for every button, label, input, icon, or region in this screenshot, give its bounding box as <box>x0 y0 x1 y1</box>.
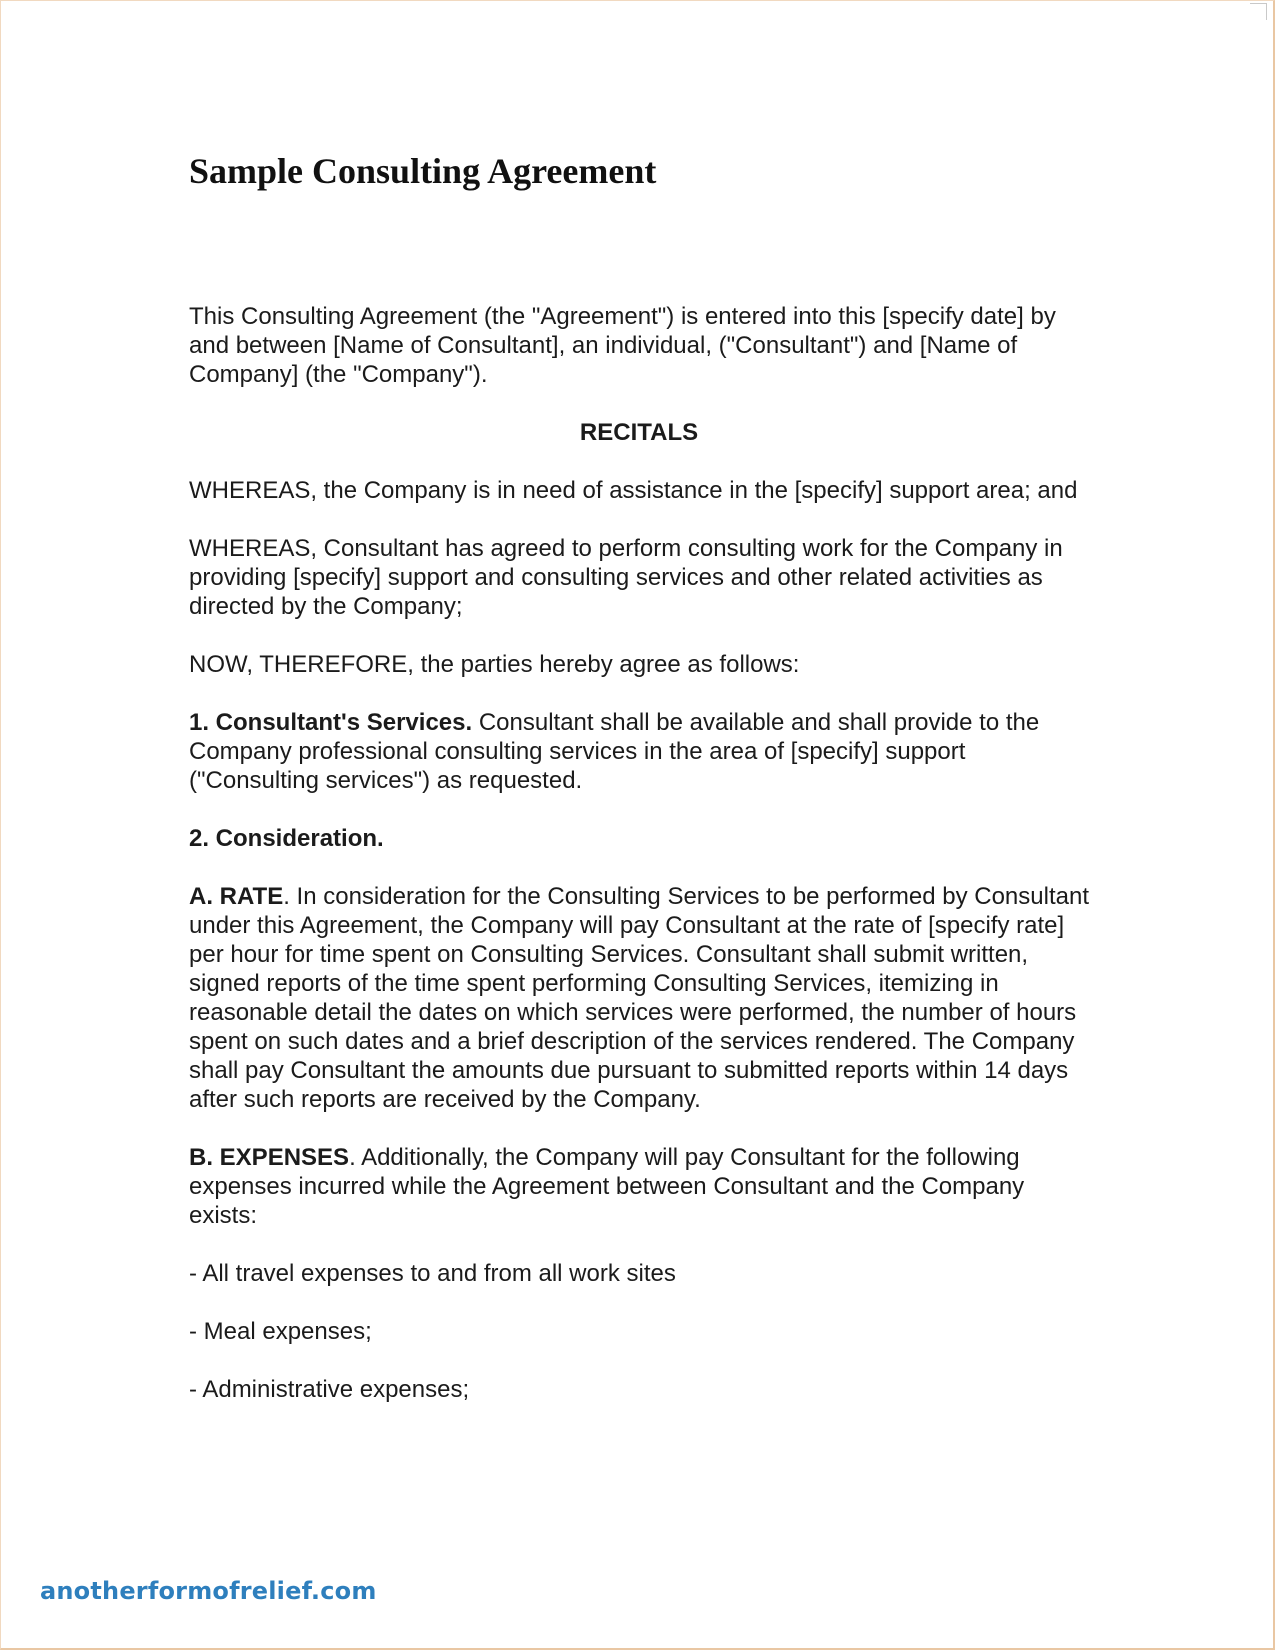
expense-item: - Administrative expenses; <box>189 1376 470 1403</box>
section-1-heading: 1. Consultant's Services. <box>189 709 473 736</box>
document-body <box>189 149 1089 1433</box>
whereas-paragraph-2: WHEREAS, Consultant has agreed to perform consulting work for the Company in providing [specify] support and consulting services and other related activities as directed by the Company; <box>189 535 1063 620</box>
rate-heading: A. RATE <box>189 883 284 910</box>
document-title: Sample Consulting Agreement <box>189 151 657 191</box>
now-therefore-paragraph: NOW, THEREFORE, the parties hereby agree as follows: <box>189 651 800 678</box>
section-2-heading-text: 2. Consideration. <box>189 825 384 852</box>
expense-item: - Meal expenses; <box>189 1318 372 1345</box>
watermark-text: anotherformofrelief.com <box>40 1577 377 1605</box>
section-1-paragraph <box>189 708 1089 795</box>
expenses-heading: B. EXPENSES <box>189 1144 350 1171</box>
whereas-paragraph-1: WHEREAS, the Company is in need of assistance in the [specify] support area; and <box>189 477 1078 504</box>
intro-paragraph: This Consulting Agreement (the "Agreement") is entered into this [specify date] by and between [Name of Consultant], an individual, ("Consultant") and [Name of Company] (the "Company"). <box>189 303 1056 388</box>
rate-text: . In consideration for the Consulting Services to be performed by Consultant under this Agreement, the Company will pay Consultant at the rate of [specify rate] per hour for time spent on Consulting Services. Consultant shall submit written, signed reports of the time spent performing Consulting Services, itemizing in reasonable detail the dates on which services were performed, the number of hours spent on such dates and a brief description of the services rendered. The Company shall pay Consultant the amounts due pursuant to submitted reports within 14 days after such reports are received by the Company. <box>189 883 1089 1113</box>
expenses-text: . Additionally, the Company will pay Consultant for the following expenses incurred while the Agreement between Consultant and the Company exists: <box>189 1144 1025 1229</box>
section-1-text: Consultant shall be available and shall provide to the Company professional consulting services in the area of [specify] support ("Consulting services") as requested. <box>189 709 1040 794</box>
recitals-heading: RECITALS <box>579 419 699 446</box>
page-corner-mark <box>1250 3 1267 20</box>
rate-paragraph <box>189 882 1089 1114</box>
expense-item: - All travel expenses to and from all work sites <box>189 1260 676 1287</box>
expenses-paragraph <box>189 1143 1089 1230</box>
section-2-heading <box>189 824 1089 853</box>
